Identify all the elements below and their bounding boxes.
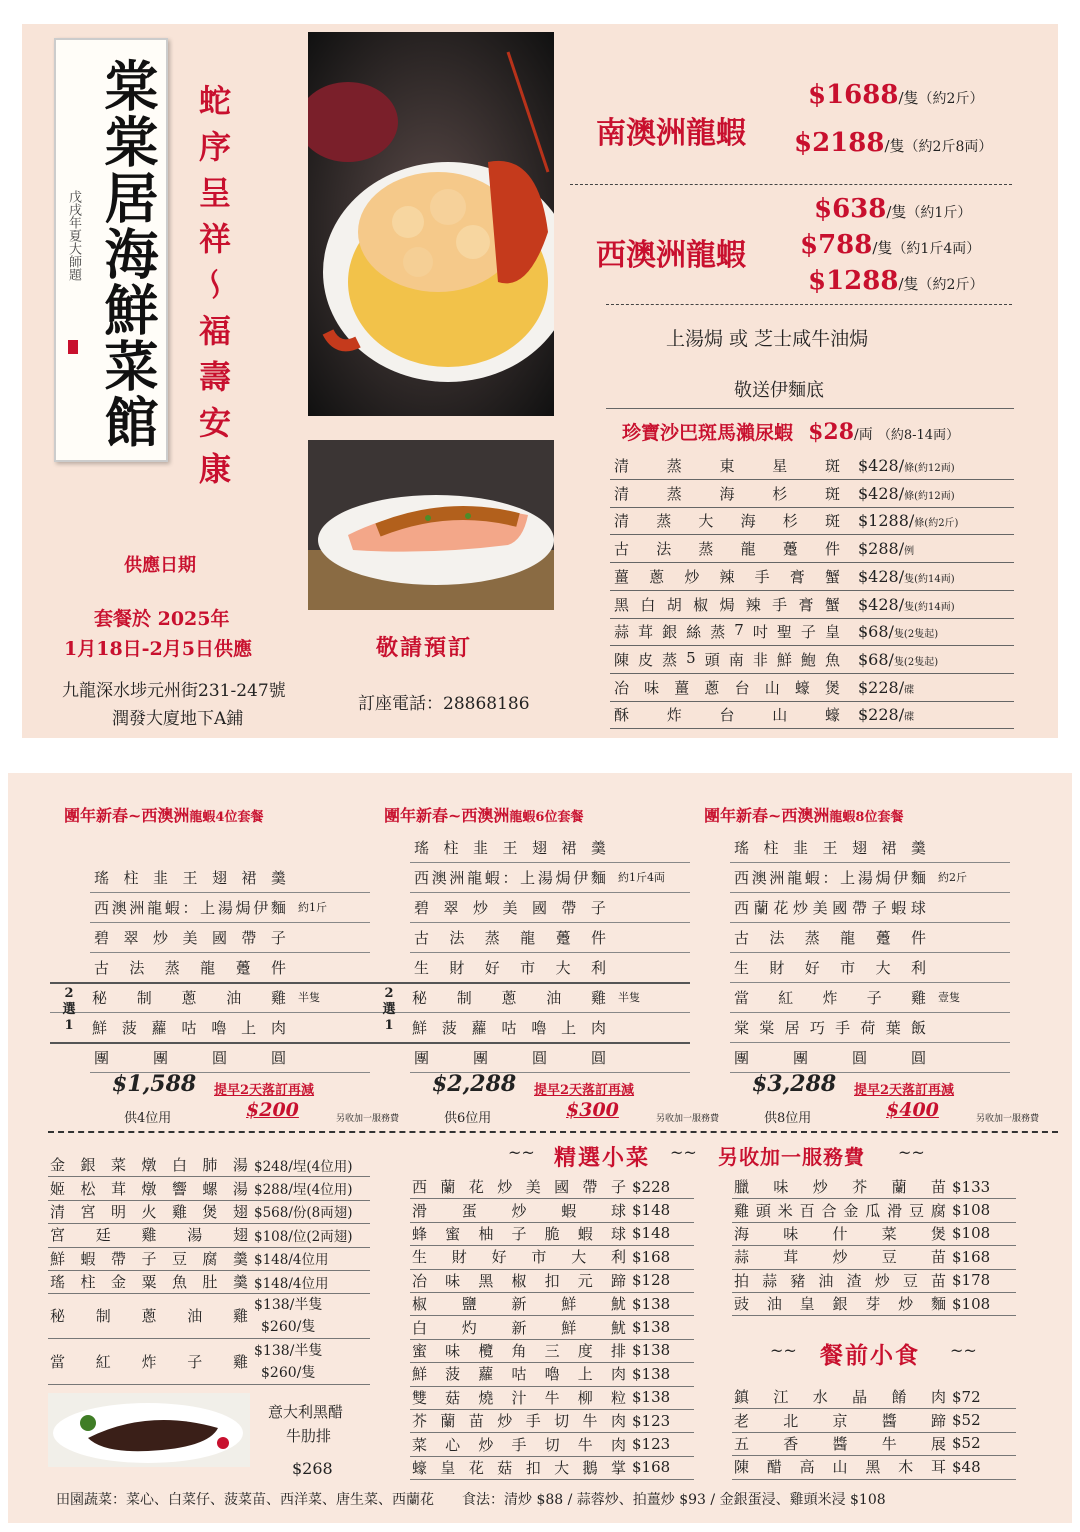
dish-row: 菜 心 炒 手 切 牛 肉 $123 [410, 1432, 694, 1456]
seafood-row [610, 535, 1014, 563]
lobster-photo [308, 32, 554, 416]
set-menu-item: 生 財 好 市 大 利 [730, 952, 1010, 983]
address-line1: 九龍深水埗元州街231-247號 [62, 681, 286, 701]
dish-price: $228/碟 [858, 677, 915, 697]
menu-page-front [22, 24, 1058, 738]
dish-price: $428/隻(約14両) [858, 594, 955, 614]
restaurant-name: 棠棠居海鮮菜館 [96, 58, 160, 450]
dish-price: $288/例 [858, 539, 915, 559]
set-menu-item: 西 澳 洲 龍 蝦 ： 上 湯 焗 伊 麵 約1斤 [90, 892, 370, 923]
dish-name: 薑 蔥 炒 辣 手 膏 蟹 [614, 567, 840, 586]
address-line2: 潤發大廈地下A鋪 [112, 709, 244, 729]
set-menu-item: 團 團 圓 圓 [410, 1042, 690, 1073]
dish-price: $68/隻(2隻起) [858, 649, 939, 669]
short-rib-name-2: 牛肋排 [286, 1427, 332, 1445]
dish-price: $1288/條(約2斤) [858, 511, 959, 531]
set-menu-item: 秘 制 蔥 油 雞 半隻 [50, 982, 370, 1013]
chicken-row: 秘 制 蔥 油 雞 $138/半隻 $260/隻 [48, 1293, 370, 1339]
soup-row: 宮 廷 雞 湯 翅 $108/位(2両翅) [48, 1223, 370, 1247]
set-menu-item: 西 澳 洲 龍 蝦 ： 上 湯 焗 伊 麵 約1斤4両 [410, 862, 690, 893]
early-booking-promo: 提早2天落訂再減 [534, 1083, 635, 1098]
dish-row: 雞 頭 米 百 合 金 瓜 滑 豆 腐 $108 [732, 1198, 1016, 1222]
service-charge-note: 另收加一服務費 [718, 1145, 865, 1169]
soup-row: 金 銀 菜 燉 白 肺 湯 $248/埕(4位用) [48, 1153, 370, 1177]
set-menu-price: $1,588 [112, 1071, 197, 1097]
set-menu-title: 團年新春~西澳洲龍蝦8位套餐 [704, 806, 904, 825]
short-rib-photo [48, 1393, 250, 1467]
dish-price: $428/條(約12両) [858, 483, 955, 503]
deco-tilde: ~~ [670, 1143, 697, 1162]
dish-row: 蠔 皇 花 菇 扣 大 鵝 掌 $168 [410, 1456, 694, 1480]
set-menu-item: 團 團 圓 圓 [90, 1042, 370, 1073]
serves-note: 供6位用 [444, 1111, 492, 1126]
service-charge-note: 另收加一服務費 [976, 1114, 1040, 1124]
dish-price: $68/隻(2隻起) [858, 622, 939, 642]
calligraphy-signature: 戊戌年夏大師題 [66, 190, 81, 281]
dish-name: 黑 白 胡 椒 焗 辣 手 膏 蟹 [614, 595, 840, 614]
set-menu-item: 古 法 蒸 龍 躉 件 [730, 922, 1010, 953]
service-charge-note: 另收加一服務費 [656, 1114, 720, 1124]
set-menu-item: 團 團 圓 圓 [730, 1042, 1010, 1073]
dish-row: 西 蘭 花 炒 美 國 帶 子 $228 [410, 1175, 694, 1199]
seafood-row [610, 563, 1014, 591]
set-menu-title: 團年新春~西澳洲龍蝦4位套餐 [64, 806, 264, 825]
dish-price: $228/碟 [858, 705, 915, 725]
dish-row: 蜜 味 欖 角 三 度 排 $138 [410, 1339, 694, 1363]
dish-name: 蒜 茸 銀 絲 蒸 7 吋 聖 子 皇 [614, 621, 840, 642]
mantis-shrimp-photo [308, 440, 554, 610]
west-price-3: $1288/隻（約2斤） [808, 266, 984, 296]
menu-page-back [8, 773, 1072, 1523]
dish-name: 清 蒸 東 星 斑 [614, 457, 840, 475]
deco-tilde: ~~ [950, 1341, 977, 1360]
appetizer-row: 陳 醋 高 山 黑 木 耳 $48 [732, 1455, 1016, 1479]
seafood-row [610, 507, 1014, 535]
soup-row: 鮮 蝦 帶 子 豆 腐 羹 $148/4位用 [48, 1247, 370, 1271]
dish-row: 蒜 茸 炒 豆 苗 $168 [732, 1245, 1016, 1269]
phone-number[interactable]: 訂座電話：28868186 [358, 694, 530, 714]
set-menu-item: 鮮 菠 蘿 咕 嚕 上 肉 [50, 1012, 370, 1043]
west-lobster-name: 西澳洲龍蝦 [596, 238, 746, 273]
dish-price: $428/隻(約14両) [858, 566, 955, 586]
west-price-2: $788/隻（約1斤4両） [800, 230, 981, 260]
dish-row: 雙 菇 燒 汁 牛 柳 粒 $138 [410, 1386, 694, 1410]
dish-row: 芥 蘭 苗 炒 手 切 牛 肉 $123 [410, 1409, 694, 1433]
seafood-row [610, 674, 1014, 702]
divider [50, 982, 370, 984]
serves-note: 供4位用 [124, 1111, 172, 1126]
divider [370, 1042, 690, 1044]
south-lobster-name: 南澳洲龍蝦 [596, 116, 746, 151]
dish-row: 滑 蛋 炒 蝦 球 $148 [410, 1198, 694, 1222]
dish-name: 冶 味 薑 蔥 台 山 蠔 煲 [614, 678, 840, 697]
set-menu-item: 當 紅 炸 子 雞 壹隻 [730, 982, 1010, 1013]
south-price-1: $1688/隻（約2斤） [808, 80, 984, 110]
appetizer-row: 老 北 京 醬 蹄 $52 [732, 1408, 1016, 1432]
dish-row: 鮮 菠 蘿 咕 嚕 上 肉 $138 [410, 1362, 694, 1386]
set-menu-price: $3,288 [752, 1071, 837, 1097]
divider [606, 304, 1012, 305]
set-menu-item: 瑤 柱 韭 王 翅 裙 羹 [730, 832, 1010, 863]
seafood-row [610, 452, 1014, 480]
set-menu-item: 碧 翠 炒 美 國 帶 子 [90, 922, 370, 953]
discount-amount: $200 [246, 1099, 299, 1121]
cooking-options: 上湯焗 或 芝士咸牛油焗 [666, 328, 869, 350]
seafood-row [610, 591, 1014, 619]
divider [370, 982, 690, 984]
noodle-note: 敬送伊麵底 [734, 380, 824, 401]
discount-amount: $300 [566, 1099, 619, 1121]
slogan: 蛇序呈祥～福壽安康 [194, 84, 232, 498]
divider [50, 1042, 370, 1044]
appetizer-title: 餐前小食 [820, 1342, 920, 1369]
mantis-shrimp-line: 珍寶沙巴斑馬瀨尿蝦 $28/両 （約8-14両） [622, 419, 960, 445]
dish-row: 生 財 好 市 大 利 $168 [410, 1245, 694, 1269]
set-menu-price: $2,288 [432, 1071, 517, 1097]
set-menu-item: 瑤 柱 韭 王 翅 裙 羹 [90, 862, 370, 893]
date-line2: 1月18日-2月5日供應 [64, 638, 252, 660]
set-menu-item: 秘 制 蔥 油 雞 半隻 [370, 982, 690, 1013]
set-menu-item: 西 蘭 花 炒 美 國 帶 子 蝦 球 [730, 892, 1010, 923]
soup-row: 姬 松 茸 燉 響 螺 湯 $288/埕(4位用) [48, 1176, 370, 1200]
divider [48, 1131, 1058, 1133]
set-menu-item: 棠 棠 居 巧 手 荷 葉 飯 [730, 1012, 1010, 1043]
soup-row: 清 宮 明 火 雞 煲 翅 $568/份(8両翅) [48, 1200, 370, 1224]
dish-row: 白 灼 新 鮮 魷 $138 [410, 1315, 694, 1339]
west-price-1: $638/隻（約1斤） [814, 194, 972, 224]
selected-dishes-title: 精選小菜 [554, 1145, 651, 1171]
serves-note: 供8位用 [764, 1111, 812, 1126]
seafood-row [610, 701, 1014, 729]
choice-label: 2 選 1 [62, 986, 76, 1033]
dish-row: 豉 油 皇 銀 芽 炒 麵 $108 [732, 1292, 1016, 1316]
deco-tilde: ~~ [508, 1143, 535, 1162]
date-line1: 套餐於 2025年 [94, 608, 230, 630]
discount-amount: $400 [886, 1099, 939, 1121]
calligraphy-scroll [54, 38, 168, 462]
dish-row: 臘 味 炒 芥 蘭 苗 $133 [732, 1175, 1016, 1199]
seafood-row [610, 618, 1014, 646]
set-menu-item: 瑤 柱 韭 王 翅 裙 羹 [410, 832, 690, 863]
appetizer-row: 鎮 江 水 晶 餚 肉 $72 [732, 1385, 1016, 1409]
dish-name: 清 蒸 大 海 杉 斑 [614, 512, 840, 531]
dish-name: 酥 炸 台 山 蠔 [614, 706, 840, 725]
seafood-row [610, 646, 1014, 674]
soup-row: 瑤 柱 金 粟 魚 肚 羹 $148/4位用 [48, 1270, 370, 1294]
set-menu-title: 團年新春~西澳洲龍蝦6位套餐 [384, 806, 584, 825]
set-menu-item: 鮮 菠 蘿 咕 嚕 上 肉 [370, 1012, 690, 1043]
south-price-2: $2188/隻（約2斤8両） [794, 128, 993, 158]
early-booking-promo: 提早2天落訂再減 [854, 1083, 955, 1098]
deco-tilde: ~~ [898, 1143, 925, 1162]
dish-row: 海 味 什 菜 煲 $108 [732, 1222, 1016, 1246]
dish-name: 清 蒸 海 杉 斑 [614, 484, 840, 503]
dish-row: 蜂 蜜 柚 子 脆 蝦 球 $148 [410, 1222, 694, 1246]
dish-row: 冶 味 黑 椒 扣 元 蹄 $128 [410, 1269, 694, 1293]
service-charge-note: 另收加一服務費 [336, 1114, 400, 1124]
dish-price: $428/條(約12両) [858, 456, 955, 475]
set-menu-item: 生 財 好 市 大 利 [410, 952, 690, 983]
divider [570, 184, 1012, 185]
set-menu-item: 碧 翠 炒 美 國 帶 子 [410, 892, 690, 923]
footer-vegetables: 田園蔬菜：菜心、白菜仔、菠菜苗、西洋菜、唐生菜、西蘭花 食法：清炒 $88 / 蒜蓉炒、拍薑炒 $93 / 金銀蛋浸、雞頭米浸 $108 [56, 1492, 886, 1508]
dish-row: 拍 蒜 豬 油 渣 炒 豆 苗 $178 [732, 1269, 1016, 1293]
seal-stamp [68, 340, 78, 354]
date-title: 供應日期 [124, 555, 196, 576]
divider [606, 408, 1014, 409]
appetizer-row: 五 香 醬 牛 展 $52 [732, 1432, 1016, 1456]
dish-name: 陳 皮 蒸 5 頭 南 非 鮮 鮑 魚 [614, 648, 840, 669]
set-menu-item: 古 法 蒸 龍 躉 件 [410, 922, 690, 953]
set-menu-item: 西 澳 洲 龍 蝦 ： 上 湯 焗 伊 麵 約2斤 [730, 862, 1010, 893]
dish-name: 古 法 蒸 龍 躉 件 [614, 540, 840, 559]
short-rib-price: $268 [292, 1459, 333, 1478]
reservation-note: 敬請預訂 [376, 635, 473, 661]
seafood-row [610, 480, 1014, 508]
chicken-row: 當 紅 炸 子 雞 $138/半隻 $260/隻 [48, 1339, 370, 1385]
deco-tilde: ~~ [770, 1341, 797, 1360]
short-rib-name-1: 意大利黑醋 [268, 1403, 344, 1421]
early-booking-promo: 提早2天落訂再減 [214, 1083, 315, 1098]
set-menu-item: 古 法 蒸 龍 躉 件 [90, 952, 370, 983]
dish-row: 椒 鹽 新 鮮 魷 $138 [410, 1292, 694, 1316]
choice-label: 2 選 1 [382, 986, 396, 1033]
